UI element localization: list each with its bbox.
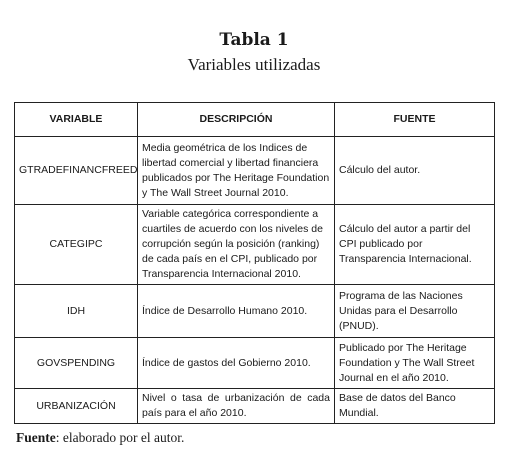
cell-variable: CATEGIPC (15, 205, 138, 285)
source-text: : elaborado por el autor. (55, 430, 185, 445)
cell-fuente: Base de datos del Banco Mundial. (335, 389, 495, 424)
cell-fuente: Cálculo del autor a partir del CPI publicado por Transparencia Internacional. (335, 205, 495, 285)
cell-variable: GOVSPENDING (15, 338, 138, 389)
cell-descripcion: Índice de gastos del Gobierno 2010. (138, 338, 335, 389)
cell-variable: URBANIZACIÓN (15, 389, 138, 424)
table-title: Tabla 1 (219, 30, 289, 50)
cell-fuente: Publicado por The Heritage Foundation y The Wall Street Journal en el año 2010. (335, 338, 495, 389)
cell-descripcion: Nivel o tasa de urbanización de cada país para el año 2010. (138, 389, 335, 424)
cell-descripcion: Media geométrica de los Indices de libertad comercial y libertad financiera publicados por The Heritage Foundation y The Wall Street Journal 2010. (138, 137, 335, 205)
table-header-row (15, 103, 495, 137)
header-variable: VARIABLE (15, 103, 138, 137)
header-fuente: FUENTE (335, 103, 495, 137)
table-row (15, 205, 495, 285)
cell-variable: IDH (15, 285, 138, 338)
table-subtitle: Variables utilizadas (187, 55, 321, 74)
source-label: Fuente (16, 430, 56, 445)
cell-variable: GTRADEFINANCFREED (15, 137, 138, 205)
variables-table (14, 102, 495, 424)
cell-descripcion: Variable categórica correspondiente a cuartiles de acuerdo con los niveles de corrupción según la posición (ranking) de cada país en el CPI, publicado por Transparencia Internacional 2010. (138, 205, 335, 285)
cell-fuente: Programa de las Naciones Unidas para el Desarrollo (PNUD). (335, 285, 495, 338)
table-row (15, 137, 495, 205)
table-row (15, 285, 495, 338)
header-descripcion: DESCRIPCIÓN (138, 103, 335, 137)
cell-descripcion: Índice de Desarrollo Humano 2010. (138, 285, 335, 338)
table-row (15, 338, 495, 389)
table-source-note (16, 430, 184, 446)
cell-fuente: Cálculo del autor. (335, 137, 495, 205)
table-row (15, 389, 495, 424)
